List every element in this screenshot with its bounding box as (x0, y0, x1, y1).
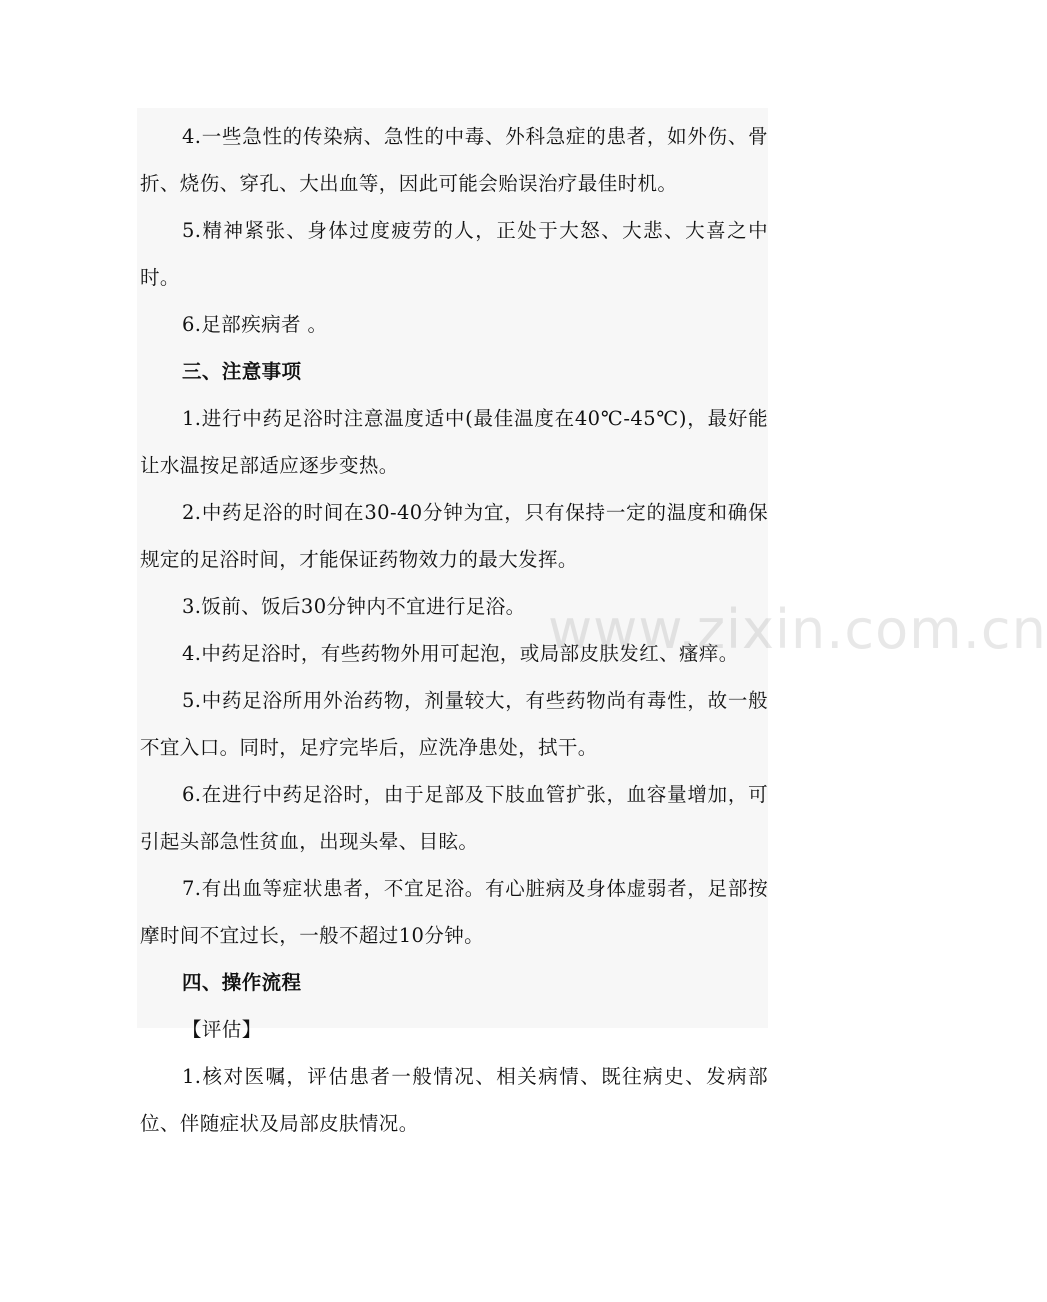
section-heading: 四、操作流程 (182, 971, 302, 994)
paragraph: 3.饭前、饭后30分钟内不宜进行足浴。 (182, 595, 526, 618)
paragraph: 4.中药足浴时，有些药物外用可起泡，或局部皮肤发红、瘙痒。 (182, 642, 739, 665)
paragraph: 2.中药足浴的时间在30-40分钟为宜，只有保持一定的温度和确保规定的足浴时间，才能保证药物效力的最大发挥。 (140, 501, 768, 571)
paragraph: 1.进行中药足浴时注意温度适中(最佳温度在40℃-45℃)，最好能让水温按足部适应逐步变热。 (140, 407, 768, 477)
paragraph: 4.一些急性的传染病、急性的中毒、外科急症的患者，如外伤、骨折、烧伤、穿孔、大出血等，因此可能会贻误治疗最佳时机。 (140, 125, 768, 195)
watermark: www.zixin.com.cn (548, 598, 1047, 661)
paragraph: 7.有出血等症状患者，不宜足浴。有心脏病及身体虚弱者，足部按摩时间不宜过长，一般不超过10分钟。 (140, 877, 768, 947)
subsection-label: 【评估】 (182, 1018, 262, 1041)
paragraph: 5.精神紧张、身体过度疲劳的人，正处于大怒、大悲、大喜之中时。 (140, 219, 768, 289)
paragraph: 6.在进行中药足浴时，由于足部及下肢血管扩张，血容量增加，可引起头部急性贫血，出现头晕、目眩。 (140, 783, 768, 853)
document-body (140, 113, 768, 1147)
section-heading: 三、注意事项 (182, 360, 302, 383)
paragraph: 1.核对医嘱，评估患者一般情况、相关病情、既往病史、发病部位、伴随症状及局部皮肤情况。 (140, 1065, 768, 1135)
paragraph: 5.中药足浴所用外治药物，剂量较大，有些药物尚有毒性，故一般不宜入口。同时，足疗完毕后，应洗净患处，拭干。 (140, 689, 768, 759)
paragraph: 6.足部疾病者 。 (182, 313, 328, 336)
